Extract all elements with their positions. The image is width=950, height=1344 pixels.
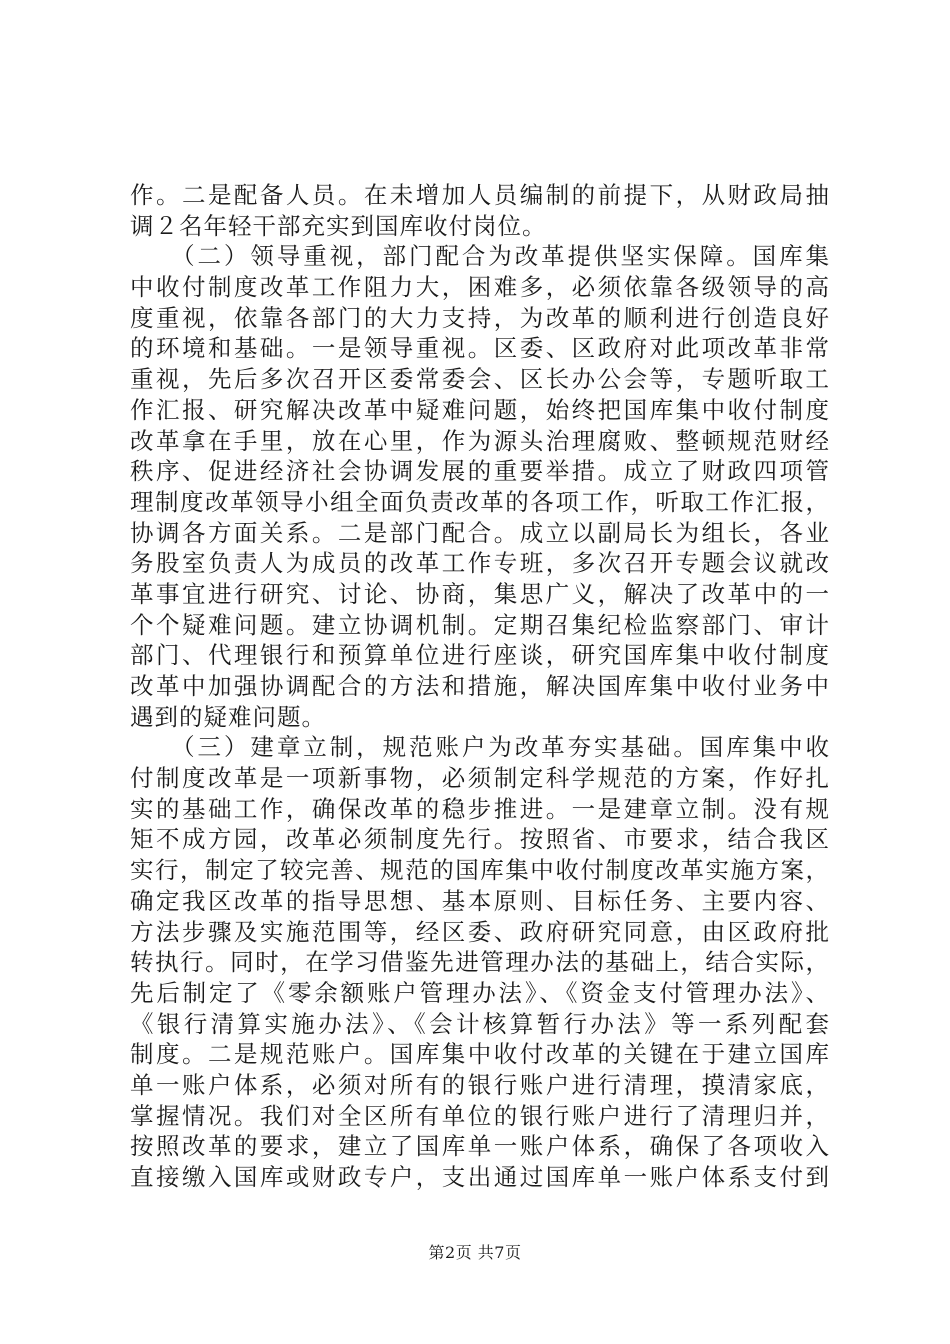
- text-line: 调２名年轻干部充实到国库收付岗位。: [130, 211, 547, 240]
- page-footer: 第2页 共7页: [428, 1243, 522, 1262]
- text-line: 先后制定了《零余额账户管理办法》、《资金支付管理办法》、: [130, 978, 830, 1007]
- text-line: 转执行。同时，在学习借鉴先进管理办法的基础上，结合实际，: [130, 948, 830, 977]
- text-line: 个个疑难问题。建立协调机制。定期召集纪检监察部门、审计: [130, 610, 830, 639]
- text-line: 单一账户体系，必须对所有的银行账户进行清理，摸清家底，: [130, 1070, 830, 1099]
- text-line: 制度。二是规范账户。国库集中收付改革的关键在于建立国库: [130, 1040, 830, 1069]
- text-line: 掌握情况。我们对全区所有单位的银行账户进行了清理归并，: [130, 1101, 830, 1130]
- text-line: 实的基础工作，确保改革的稳步推进。一是建章立制。没有规: [130, 794, 830, 823]
- text-line: 改革中加强协调配合的方法和措施，解决国库集中收付业务中: [130, 672, 830, 700]
- text-line: 的环境和基础。一是领导重视。区委、区政府对此项改革非常: [130, 334, 830, 363]
- text-line: 按照改革的要求，建立了国库单一账户体系，确保了各项收入: [130, 1132, 830, 1161]
- text-line: 协调各方面关系。二是部门配合。成立以副局长为组长，各业: [130, 518, 830, 547]
- text-line: 理制度改革领导小组全面负责改革的各项工作，听取工作汇报，: [130, 487, 830, 516]
- text-line: 《银行清算实施办法》、《会计核算暂行办法》等一系列配套: [130, 1009, 830, 1038]
- body-text: [130, 180, 830, 1193]
- text-line: 矩不成方园，改革必须制度先行。按照省、市要求，结合我区: [130, 825, 830, 854]
- text-line: 作汇报、研究解决改革中疑难问题，始终把国库集中收付制度: [130, 395, 830, 424]
- text-line: 部门、代理银行和预算单位进行座谈，研究国库集中收付制度: [130, 641, 830, 670]
- text-line: 方法步骤及实施范围等，经区委、政府研究同意，由区政府批: [130, 917, 830, 946]
- text-line: 实行，制定了较完善、规范的国库集中收付制度改革实施方案，: [130, 856, 830, 885]
- text-line: 革事宜进行研究、讨论、协商，集思广义，解决了改革中的一: [130, 579, 830, 608]
- text-line: 确定我区改革的指导思想、基本原则、目标任务、主要内容、: [130, 886, 830, 915]
- text-line: 直接缴入国库或财政专户，支出通过国库单一账户体系支付到: [130, 1163, 830, 1191]
- text-line: 作。二是配备人员。在未增加人员编制的前提下，从财政局抽: [130, 181, 830, 209]
- text-line: 务股室负责人为成员的改革工作专班，多次召开专题会议就改: [130, 549, 830, 578]
- text-line: 遇到的疑难问题。: [130, 702, 326, 731]
- text-line: 重视，先后多次召开区委常委会、区长办公会等，专题听取工: [130, 365, 830, 394]
- text-line: 改革拿在手里，放在心里，作为源头治理腐败、整顿规范财经: [130, 426, 830, 455]
- text-line: 度重视，依靠各部门的大力支持，为改革的顺利进行创造良好: [130, 303, 830, 332]
- text-line: （三）建章立制，规范账户为改革夯实基础。国库集中收: [130, 733, 830, 762]
- text-line: （二）领导重视，部门配合为改革提供坚实保障。国库集: [130, 242, 830, 271]
- text-line: 付制度改革是一项新事物，必须制定科学规范的方案，作好扎: [130, 764, 830, 793]
- text-line: 秩序、促进经济社会协调发展的重要举措。成立了财政四项管: [130, 457, 830, 486]
- text-line: 中收付制度改革工作阻力大，困难多，必须依靠各级领导的高: [130, 273, 830, 302]
